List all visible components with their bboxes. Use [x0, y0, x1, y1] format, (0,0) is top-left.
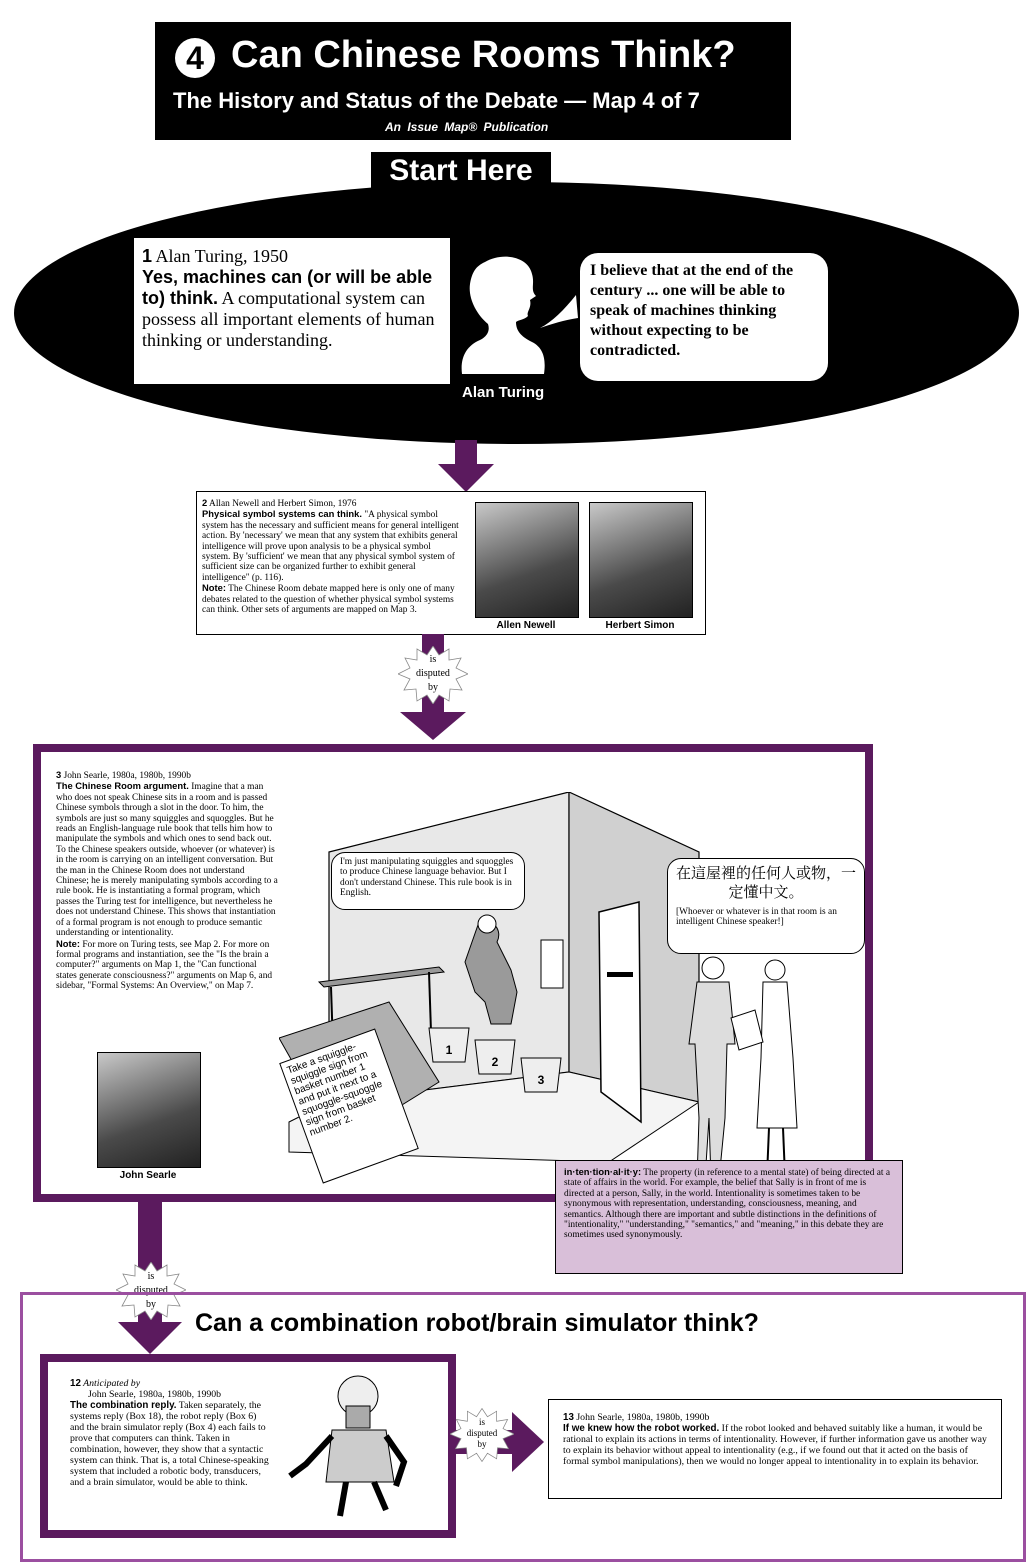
newell-photo	[475, 502, 579, 618]
basket-number-1: 1	[445, 1043, 453, 1057]
burst-word: disputed	[466, 1428, 498, 1438]
box-author: Allan Newell and Herbert Simon, 1976	[207, 499, 357, 509]
box-2-text	[202, 498, 460, 615]
robot-illustration	[276, 1370, 426, 1520]
box-2-newell-simon[interactable]	[196, 491, 706, 635]
burst-word: is	[147, 1271, 155, 1282]
chinese-speakers-speech-bubble	[667, 858, 865, 954]
box-author: John Searle, 1980a, 1980b, 1990b	[573, 1412, 710, 1423]
burst-word: is	[478, 1417, 485, 1427]
rule-card: Take a squiggle-squiggle sign from basket number 1 and put it next to a squoggle-squoggle sign from basket number 2.	[279, 1028, 419, 1183]
box-author: Alan Turing, 1950	[152, 246, 289, 266]
map-number-badge: 4	[175, 38, 215, 78]
box-claim: Yes, machines can (or will be able to) think.	[142, 267, 433, 308]
box-3-text	[56, 770, 278, 992]
box-author: John Searle, 1980a, 1980b, 1990b	[61, 771, 191, 781]
turing-silhouette-icon	[440, 250, 590, 385]
start-here-label: Start Here	[371, 152, 551, 190]
note-label: Note:	[202, 582, 226, 594]
burst-word: is	[429, 654, 437, 665]
box-claim: The combination reply.	[70, 1400, 177, 1411]
burst-word: by	[428, 682, 438, 693]
chinese-speakers-figures	[669, 948, 819, 1184]
box-13-text	[563, 1412, 991, 1467]
box-note: The Chinese Room debate mapped here is only one of many debates related to the question of whether physical symbol systems can think. Other sets of arguments are mapped on Map 3.	[202, 584, 455, 616]
intentionality-definition	[555, 1160, 903, 1274]
turing-label: Alan Turing	[462, 384, 545, 401]
man-speech-bubble: I'm just manipulating squiggles and squoggles to produce Chinese language behavior. But I don't understand Chinese. This rule book is in English.	[331, 852, 525, 910]
disputed-label-1	[398, 653, 468, 695]
box-number: 13	[563, 1412, 574, 1423]
map-header	[155, 22, 791, 140]
map-subtitle: The History and Status of the Debate — Map 4 of 7	[173, 88, 700, 113]
newell-photo-label: Allen Newell	[496, 620, 556, 631]
box-body: "A physical symbol system has the necessary and sufficient means for general intelligent action. By 'necessary' we mean that any system that exhibits general intelligence will prove upon analysis to be a physical symbol system. By 'sufficient' we mean that any physical symbol system of sufficient size can be organized further to exhibit general intelligence" (p. 116).	[202, 510, 459, 583]
box-3-chinese-room[interactable]	[33, 744, 873, 1202]
box-author: John Searle, 1980a, 1980b, 1990b	[88, 1389, 222, 1400]
basket-number-3: 3	[537, 1073, 545, 1087]
box-number: 1	[142, 246, 153, 266]
box-body: Imagine that a man who does not speak Chinese sits in a room and is passed Chinese symbols through a slot in the door. To him, the symbols are just so many squiggles and squoggles. But he reads an English-language rule book that tells him how to manipulate the symbols and which ones to send back out. To the Chinese speakers outside, whoever (or whatever) is in the room is carrying on an intelligent conversation. But the man in the Chinese Room does not understand Chinese; he is merely manipulating symbols according to a rule book. He is instantiating a formal program, which passes the Turing test for intelligence, but nevertheless he does not understand Chinese. This shows that instantiation of a formal program is not enough to produce semantic understanding or intentionality.	[56, 782, 278, 939]
basket-number-2: 2	[491, 1055, 499, 1069]
disputed-label-3	[450, 1417, 514, 1450]
chinese-text: 在這屋裡的任何人或物，一定懂中文。	[676, 866, 857, 901]
arrow-down-1	[438, 440, 494, 492]
definition-term: in·ten·tion·al·it·y:	[564, 1166, 642, 1177]
publication-line: An Issue Map® Publication	[385, 120, 549, 134]
box-1-turing[interactable]	[133, 237, 451, 385]
turing-speech-bubble: I believe that at the end of the century ... one will be able to speak of machines thinking without expecting to be contradicted.	[580, 253, 828, 381]
box-number: 3	[56, 769, 62, 780]
burst-word: disputed	[416, 668, 450, 679]
searle-photo-label: John Searle	[119, 1170, 177, 1181]
box-number: 12	[70, 1378, 81, 1389]
box-number: 2	[202, 497, 208, 508]
box-body: If the robot looked and behaved suitably like a human, it would be rational to explain its actions in terms of intentionality. However, if further information gave us another way to explain its behavior without appeal to intentionality (e.g., if we found out that it acted on the basis of formal symbol manipulations), then we would no longer appeal to intentionality in to explain its behavior.	[563, 1423, 987, 1467]
box-body: Taken separately, the systems reply (Box 18), the robot reply (Box 6) and the brain simulator reply (Box 4) each fails to prove that computers can think. Taken in combination, however, they show that a syntactic system can think. That is, a total Chinese-speaking system that included a robotic body, transducers, and a brain simulator, would be able to think.	[70, 1400, 269, 1488]
chinese-translation: [Whoever or whatever is in that room is an intelligent Chinese speaker!]	[676, 907, 837, 928]
box-13-robot-works[interactable]	[548, 1399, 1002, 1499]
simon-photo-label: Herbert Simon	[605, 620, 675, 631]
combination-section-title: Can a combination robot/brain simulator think?	[195, 1309, 759, 1337]
searle-photo	[97, 1052, 201, 1168]
burst-word: by	[477, 1439, 487, 1449]
note-label: Note:	[56, 937, 80, 949]
definition-text: The property (in reference to a mental state) of being directed at a state of affairs in the world. For example, the belief that Sally is in front of me is directed at a person, Sally, in the world. Intentionality is sometimes taken to be synonymous with representation, understanding, consciousness, meaning, and semantics. Although there are important and subtle distinctions in the definitions of "intentionality," "understanding," "semantics," and "meaning," in this debate they are sometimes used synonymously.	[564, 1168, 891, 1241]
box-12-text	[70, 1378, 270, 1488]
box-claim: If we knew how the robot worked.	[563, 1423, 720, 1434]
map-title: Can Chinese Rooms Think?	[231, 34, 736, 76]
anticipated-label: Anticipated by	[80, 1378, 141, 1389]
box-claim: Physical symbol systems can think.	[202, 508, 362, 520]
simon-photo	[589, 502, 693, 618]
box-claim: The Chinese Room argument.	[56, 780, 189, 792]
box-body: A computational system can possess all important elements of human thinking or understanding.	[142, 288, 435, 350]
box-note: For more on Turing tests, see Map 2. For more on formal programs and instantiation, see the "Is the brain a computer?" arguments on Map 1, the "Can functional states generate consciousness?" arguments on Map 6, and sidebar, "Formal Systems: An Overview," on Map 7.	[56, 939, 273, 992]
burst-word: disputed	[134, 1285, 168, 1296]
burst-word: by	[146, 1299, 156, 1310]
box-12-combination-reply[interactable]	[40, 1354, 456, 1538]
